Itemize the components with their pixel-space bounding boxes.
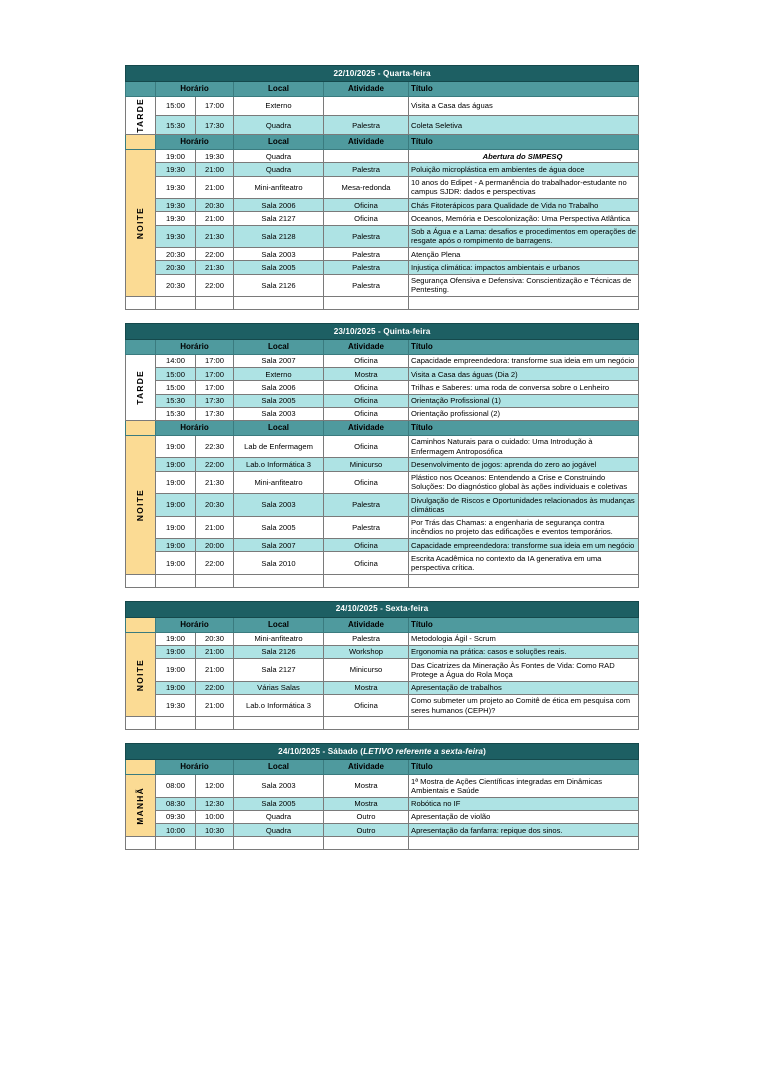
cell-local: Sala 2010	[234, 552, 324, 575]
cell-local: Sala 2127	[234, 212, 324, 225]
cell-local: Mini-anfiteatro	[234, 471, 324, 494]
column-header-horario: Horário	[156, 617, 234, 632]
date-banner: 24/10/2025 - Sexta-feira	[126, 601, 639, 617]
cell-titulo: Coleta Seletiva	[409, 116, 639, 135]
cell-hora-fim: 17:00	[196, 368, 234, 381]
cell-atividade: Outro	[324, 810, 409, 823]
period-band-stub	[126, 617, 156, 632]
cell-local: Sala 2005	[234, 797, 324, 810]
cell-hora-fim: 20:30	[196, 494, 234, 517]
column-header-titulo: Título	[409, 340, 639, 355]
spacer-fim	[196, 837, 234, 850]
cell-titulo: Escrita Acadêmica no contexto da IA generativa em uma perspectiva crítica.	[409, 552, 639, 575]
schedule-sheet	[125, 65, 638, 850]
cell-titulo: Divulgação de Riscos e Oportunidades relacionados às mudanças climáticas	[409, 494, 639, 517]
cell-hora-inicio: 19:00	[156, 659, 196, 682]
date-banner-row	[126, 324, 639, 340]
cell-atividade: Palestra	[324, 225, 409, 248]
date-banner: 24/10/2025 - Sábado (LETIVO referente a sexta-feira)	[126, 744, 639, 760]
column-header-titulo: Título	[409, 617, 639, 632]
cell-hora-fim: 10:00	[196, 810, 234, 823]
cell-titulo: Apresentação da fanfarra: repique dos sinos.	[409, 824, 639, 837]
spacer-tit	[409, 717, 639, 730]
cell-local: Sala 2126	[234, 645, 324, 658]
section-spacer-row	[126, 297, 639, 310]
table-row	[126, 797, 639, 810]
cell-local: Sala 2126	[234, 274, 324, 297]
cell-hora-fim: 21:00	[196, 659, 234, 682]
cell-local: Sala 2003	[234, 248, 324, 261]
table-row	[126, 552, 639, 575]
date-banner-row	[126, 744, 639, 760]
cell-local: Sala 2006	[234, 199, 324, 212]
cell-atividade: Oficina	[324, 354, 409, 367]
cell-hora-fim: 22:30	[196, 435, 234, 458]
cell-local: Sala 2005	[234, 261, 324, 274]
period-band-noite	[126, 435, 156, 574]
cell-titulo: Desenvolvimento de jogos: aprenda do zero ao jogável	[409, 458, 639, 471]
period-band-noite	[126, 150, 156, 297]
column-header-atividade: Atividade	[324, 760, 409, 775]
section-spacer-row	[126, 837, 639, 850]
section-gap-cell	[126, 587, 639, 601]
spacer-local	[234, 574, 324, 587]
column-header-row	[126, 82, 639, 97]
cell-hora-inicio: 15:00	[156, 368, 196, 381]
spacer-band	[126, 837, 156, 850]
section-gap-cell	[126, 730, 639, 744]
cell-hora-inicio: 19:30	[156, 176, 196, 199]
cell-titulo: Abertura do SIMPESQ	[409, 150, 639, 163]
cell-hora-inicio: 19:30	[156, 199, 196, 212]
column-header-local: Local	[234, 760, 324, 775]
period-band-stub	[126, 135, 156, 150]
column-header-titulo: Título	[409, 135, 639, 150]
cell-local: Sala 2007	[234, 354, 324, 367]
period-band-noite	[126, 632, 156, 717]
cell-hora-inicio: 15:00	[156, 96, 196, 115]
cell-hora-fim: 22:00	[196, 274, 234, 297]
column-header-horario: Horário	[156, 760, 234, 775]
column-header-atividade: Atividade	[324, 340, 409, 355]
spacer-fim	[196, 717, 234, 730]
spacer-band	[126, 717, 156, 730]
cell-hora-fim: 17:30	[196, 407, 234, 420]
cell-local: Várias Salas	[234, 681, 324, 694]
cell-titulo: Como submeter um projeto ao Comitê de ética em pesquisa com seres humanos (CEPH)?	[409, 694, 639, 717]
cell-hora-fim: 20:30	[196, 632, 234, 645]
table-row	[126, 225, 639, 248]
cell-hora-fim: 20:30	[196, 199, 234, 212]
column-header-atividade: Atividade	[324, 421, 409, 436]
cell-hora-inicio: 19:00	[156, 539, 196, 552]
spacer-ativ	[324, 297, 409, 310]
cell-atividade: Mostra	[324, 797, 409, 810]
cell-hora-fim: 17:00	[196, 96, 234, 115]
cell-hora-fim: 22:00	[196, 458, 234, 471]
cell-hora-fim: 12:00	[196, 775, 234, 798]
cell-hora-inicio: 19:00	[156, 681, 196, 694]
cell-hora-fim: 21:30	[196, 261, 234, 274]
cell-atividade: Palestra	[324, 163, 409, 176]
column-header-local: Local	[234, 340, 324, 355]
column-header-local: Local	[234, 421, 324, 436]
cell-titulo: Plástico nos Oceanos: Entendendo a Crise e Construindo Soluções: Do diagnóstico global às ações individuais e coletivas	[409, 471, 639, 494]
column-header-horario: Horário	[156, 135, 234, 150]
cell-atividade: Oficina	[324, 212, 409, 225]
spacer-fim	[196, 297, 234, 310]
cell-atividade: Oficina	[324, 407, 409, 420]
period-band-stub	[126, 421, 156, 436]
spacer-tit	[409, 837, 639, 850]
table-row	[126, 248, 639, 261]
cell-hora-fim: 10:30	[196, 824, 234, 837]
cell-titulo: Orientação profissional (2)	[409, 407, 639, 420]
column-header-row	[126, 617, 639, 632]
period-label: TARDE	[135, 98, 146, 133]
date-banner: 22/10/2025 - Quarta-feira	[126, 66, 639, 82]
cell-atividade: Mesa-redonda	[324, 176, 409, 199]
table-row	[126, 212, 639, 225]
table-row	[126, 163, 639, 176]
table-row	[126, 659, 639, 682]
cell-hora-inicio: 08:30	[156, 797, 196, 810]
cell-atividade: Palestra	[324, 274, 409, 297]
cell-local: Lab.o Informática 3	[234, 458, 324, 471]
cell-hora-inicio: 19:00	[156, 150, 196, 163]
column-header-atividade: Atividade	[324, 82, 409, 97]
cell-local: Sala 2003	[234, 494, 324, 517]
cell-local: Sala 2128	[234, 225, 324, 248]
table-row	[126, 381, 639, 394]
cell-hora-inicio: 15:00	[156, 381, 196, 394]
cell-local: Quadra	[234, 810, 324, 823]
cell-atividade: Oficina	[324, 199, 409, 212]
table-row	[126, 516, 639, 539]
section-spacer-row	[126, 717, 639, 730]
cell-hora-fim: 12:30	[196, 797, 234, 810]
cell-atividade: Mostra	[324, 775, 409, 798]
date-banner-note: LETIVO referente a sexta-feira	[363, 746, 484, 756]
table-row	[126, 394, 639, 407]
period-label: MANHÃ	[135, 787, 146, 825]
cell-local: Sala 2003	[234, 775, 324, 798]
section-gap	[126, 587, 639, 601]
spacer-band	[126, 297, 156, 310]
cell-atividade: Palestra	[324, 494, 409, 517]
cell-atividade	[324, 96, 409, 115]
column-header-local: Local	[234, 617, 324, 632]
cell-hora-fim: 17:00	[196, 381, 234, 394]
cell-local: Sala 2006	[234, 381, 324, 394]
cell-titulo: Trilhas e Saberes: uma roda de conversa sobre o Lenheiro	[409, 381, 639, 394]
cell-titulo: Poluição microplástica em ambientes de água doce	[409, 163, 639, 176]
spacer-fim	[196, 574, 234, 587]
period-label: TARDE	[135, 370, 146, 405]
cell-titulo: 1ª Mostra de Ações Científicas integradas em Dinâmicas Ambientais e Saúde	[409, 775, 639, 798]
cell-titulo: Apresentação de trabalhos	[409, 681, 639, 694]
cell-atividade: Palestra	[324, 261, 409, 274]
cell-local: Externo	[234, 368, 324, 381]
cell-hora-inicio: 19:00	[156, 471, 196, 494]
cell-local: Sala 2005	[234, 394, 324, 407]
cell-hora-inicio: 19:00	[156, 516, 196, 539]
spacer-ini	[156, 574, 196, 587]
cell-hora-fim: 19:30	[196, 150, 234, 163]
cell-hora-inicio: 20:30	[156, 248, 196, 261]
cell-hora-fim: 21:00	[196, 212, 234, 225]
cell-atividade: Minicurso	[324, 659, 409, 682]
cell-titulo: Sob a Água e a Lama: desafios e procedimentos em operações de resgate após o rompimento de barragens.	[409, 225, 639, 248]
cell-titulo: Ergonomia na prática: casos e soluções reais.	[409, 645, 639, 658]
cell-atividade: Minicurso	[324, 458, 409, 471]
column-header-row	[126, 135, 639, 150]
table-row	[126, 96, 639, 115]
spacer-ativ	[324, 574, 409, 587]
spacer-ini	[156, 837, 196, 850]
cell-atividade: Oficina	[324, 381, 409, 394]
cell-hora-inicio: 19:30	[156, 225, 196, 248]
cell-titulo: Chás Fitoterápicos para Qualidade de Vida no Trabalho	[409, 199, 639, 212]
cell-hora-inicio: 10:00	[156, 824, 196, 837]
cell-titulo: Metodologia Ágil - Scrum	[409, 632, 639, 645]
cell-hora-fim: 22:00	[196, 552, 234, 575]
cell-atividade: Oficina	[324, 394, 409, 407]
cell-local: Sala 2007	[234, 539, 324, 552]
cell-local: Sala 2003	[234, 407, 324, 420]
table-row	[126, 116, 639, 135]
cell-atividade: Oficina	[324, 539, 409, 552]
cell-hora-fim: 21:00	[196, 645, 234, 658]
cell-hora-inicio: 19:30	[156, 212, 196, 225]
cell-hora-fim: 21:00	[196, 516, 234, 539]
column-header-local: Local	[234, 82, 324, 97]
cell-hora-inicio: 20:30	[156, 261, 196, 274]
spacer-ativ	[324, 837, 409, 850]
cell-atividade: Palestra	[324, 248, 409, 261]
spacer-tit	[409, 574, 639, 587]
cell-atividade: Oficina	[324, 471, 409, 494]
cell-titulo: Injustiça climática: impactos ambientais e urbanos	[409, 261, 639, 274]
cell-titulo: Visita a Casa das águas (Dia 2)	[409, 368, 639, 381]
cell-hora-inicio: 19:00	[156, 458, 196, 471]
cell-local: Externo	[234, 96, 324, 115]
cell-hora-fim: 20:00	[196, 539, 234, 552]
cell-hora-inicio: 20:30	[156, 274, 196, 297]
table-row	[126, 261, 639, 274]
cell-atividade: Palestra	[324, 516, 409, 539]
column-header-horario: Horário	[156, 82, 234, 97]
column-header-atividade: Atividade	[324, 617, 409, 632]
cell-titulo: Orientação Profissional (1)	[409, 394, 639, 407]
cell-hora-inicio: 19:00	[156, 552, 196, 575]
column-header-row	[126, 760, 639, 775]
cell-hora-inicio: 15:30	[156, 116, 196, 135]
spacer-ini	[156, 717, 196, 730]
cell-titulo: Capacidade empreendedora: transforme sua ideia em um negócio	[409, 539, 639, 552]
column-header-horario: Horário	[156, 421, 234, 436]
cell-titulo: Capacidade empreendedora: transforme sua ideia em um negócio	[409, 354, 639, 367]
cell-titulo: Caminhos Naturais para o cuidado: Uma Introdução à Enfermagem Antroposófica	[409, 435, 639, 458]
column-header-titulo: Título	[409, 760, 639, 775]
table-row	[126, 435, 639, 458]
cell-hora-fim: 22:00	[196, 681, 234, 694]
table-row	[126, 681, 639, 694]
period-label: NOITE	[135, 207, 146, 240]
cell-hora-inicio: 15:30	[156, 407, 196, 420]
cell-titulo: Das Cicatrizes da Mineração Às Fontes de Vida: Como RAD Protege a Água do Rola Moça	[409, 659, 639, 682]
cell-hora-fim: 21:30	[196, 225, 234, 248]
table-row	[126, 632, 639, 645]
period-band-stub	[126, 82, 156, 97]
column-header-row	[126, 421, 639, 436]
period-label: NOITE	[135, 658, 146, 691]
cell-atividade	[324, 150, 409, 163]
table-row	[126, 539, 639, 552]
table-row	[126, 471, 639, 494]
cell-hora-fim: 17:30	[196, 116, 234, 135]
period-band-tarde	[126, 96, 156, 135]
table-row	[126, 199, 639, 212]
cell-local: Quadra	[234, 163, 324, 176]
cell-local: Quadra	[234, 116, 324, 135]
period-band-stub	[126, 340, 156, 355]
cell-hora-fim: 22:00	[196, 248, 234, 261]
table-row	[126, 274, 639, 297]
cell-local: Quadra	[234, 824, 324, 837]
table-row	[126, 354, 639, 367]
column-header-titulo: Título	[409, 421, 639, 436]
section-spacer-row	[126, 574, 639, 587]
table-row	[126, 458, 639, 471]
section-gap	[126, 310, 639, 324]
cell-hora-inicio: 14:00	[156, 354, 196, 367]
date-banner: 23/10/2025 - Quinta-feira	[126, 324, 639, 340]
period-band-manhã	[126, 775, 156, 837]
column-header-horario: Horário	[156, 340, 234, 355]
cell-local: Lab.o Informática 3	[234, 694, 324, 717]
cell-local: Mini-anfiteatro	[234, 176, 324, 199]
cell-hora-fim: 21:00	[196, 694, 234, 717]
period-band-tarde	[126, 354, 156, 420]
section-gap-cell	[126, 310, 639, 324]
cell-hora-inicio: 19:30	[156, 163, 196, 176]
spacer-ini	[156, 297, 196, 310]
cell-hora-inicio: 15:30	[156, 394, 196, 407]
date-banner-row	[126, 66, 639, 82]
cell-hora-inicio: 19:30	[156, 694, 196, 717]
period-label: NOITE	[135, 488, 146, 522]
cell-titulo: Atenção Plena	[409, 248, 639, 261]
date-banner-row	[126, 601, 639, 617]
column-header-local: Local	[234, 135, 324, 150]
table-row	[126, 775, 639, 798]
column-header-atividade: Atividade	[324, 135, 409, 150]
cell-hora-inicio: 19:00	[156, 494, 196, 517]
schedule-table	[125, 65, 639, 850]
spacer-local	[234, 837, 324, 850]
section-gap	[126, 730, 639, 744]
cell-atividade: Palestra	[324, 632, 409, 645]
cell-titulo: Robótica no IF	[409, 797, 639, 810]
cell-hora-inicio: 19:00	[156, 632, 196, 645]
cell-atividade: Oficina	[324, 694, 409, 717]
cell-atividade: Oficina	[324, 435, 409, 458]
table-row	[126, 407, 639, 420]
table-row	[126, 176, 639, 199]
cell-titulo: Por Trás das Chamas: a engenharia de segurança contra incêndios no projeto das edificações e eventos temporários.	[409, 516, 639, 539]
table-row	[126, 494, 639, 517]
cell-hora-fim: 17:00	[196, 354, 234, 367]
cell-atividade: Workshop	[324, 645, 409, 658]
period-band-stub	[126, 760, 156, 775]
table-row	[126, 368, 639, 381]
cell-atividade: Palestra	[324, 116, 409, 135]
cell-hora-fim: 21:30	[196, 471, 234, 494]
cell-hora-fim: 21:00	[196, 163, 234, 176]
cell-atividade: Oficina	[324, 552, 409, 575]
table-row	[126, 824, 639, 837]
cell-local: Sala 2127	[234, 659, 324, 682]
cell-hora-fim: 17:30	[196, 394, 234, 407]
cell-hora-inicio: 09:30	[156, 810, 196, 823]
cell-hora-fim: 21:00	[196, 176, 234, 199]
column-header-titulo: Título	[409, 82, 639, 97]
spacer-ativ	[324, 717, 409, 730]
spacer-local	[234, 717, 324, 730]
cell-titulo: Oceanos, Memória e Descolonização: Uma Perspectiva Atlântica	[409, 212, 639, 225]
cell-local: Mini-anfiteatro	[234, 632, 324, 645]
spacer-band	[126, 574, 156, 587]
cell-hora-inicio: 19:00	[156, 435, 196, 458]
spacer-tit	[409, 297, 639, 310]
spacer-local	[234, 297, 324, 310]
table-row	[126, 645, 639, 658]
column-header-row	[126, 340, 639, 355]
cell-titulo: Visita a Casa das águas	[409, 96, 639, 115]
cell-titulo: 10 anos do Edipet - A permanência do trabalhador-estudante no campus SJDR: dados e perspectivas	[409, 176, 639, 199]
table-row	[126, 694, 639, 717]
cell-atividade: Mostra	[324, 681, 409, 694]
cell-titulo: Segurança Ofensiva e Defensiva: Conscientização e Técnicas de Pentesting.	[409, 274, 639, 297]
cell-titulo: Apresentação de violão	[409, 810, 639, 823]
cell-atividade: Mostra	[324, 368, 409, 381]
cell-hora-inicio: 19:00	[156, 645, 196, 658]
table-row	[126, 810, 639, 823]
cell-local: Quadra	[234, 150, 324, 163]
cell-hora-inicio: 08:00	[156, 775, 196, 798]
cell-local: Lab de Enfermagem	[234, 435, 324, 458]
cell-local: Sala 2005	[234, 516, 324, 539]
cell-atividade: Outro	[324, 824, 409, 837]
table-row	[126, 150, 639, 163]
